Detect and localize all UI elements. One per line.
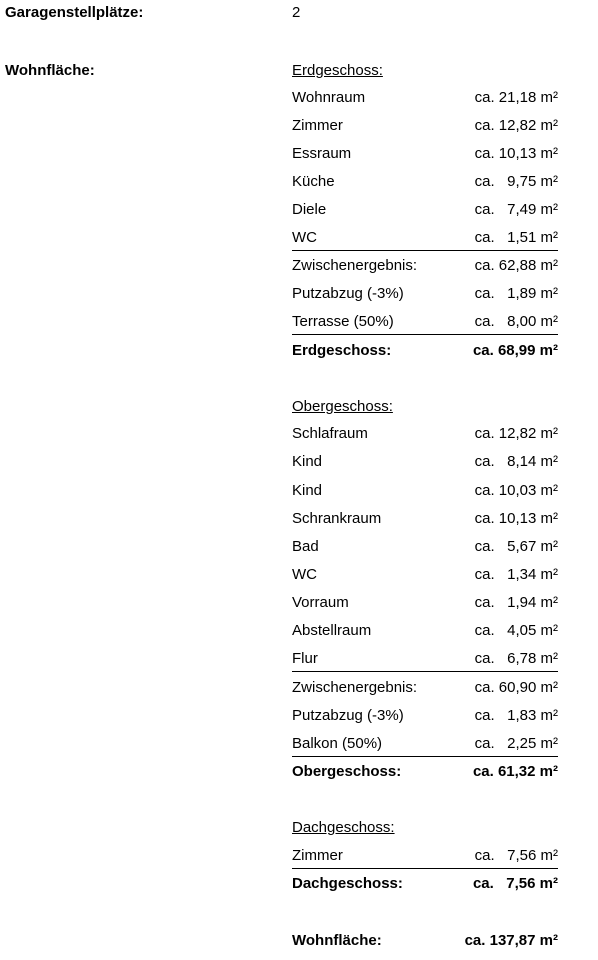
floor-total-row <box>292 763 558 785</box>
obergeschoss-heading: Obergeschoss: <box>292 398 393 415</box>
room-area: ca. 2,25 m² <box>474 735 558 752</box>
dachgeschoss-heading: Dachgeschoss: <box>292 819 395 836</box>
room-area: ca. 12,82 m² <box>474 425 558 442</box>
room-name: Putzabzug (-3%) <box>292 707 404 724</box>
room-area: ca. 8,00 m² <box>474 313 558 330</box>
room-name: Bad <box>292 538 319 555</box>
room-name: WC <box>292 566 317 583</box>
room-area: ca. 6,78 m² <box>474 650 558 667</box>
grand-total-row <box>292 932 558 954</box>
room-name: Dachgeschoss: <box>292 875 403 892</box>
room-name: Schlafraum <box>292 425 368 442</box>
garage-value: 2 <box>292 4 301 21</box>
subtotal-row <box>292 257 558 279</box>
room-name: Kind <box>292 453 323 470</box>
table-row <box>292 173 558 195</box>
room-area: ca. 5,67 m² <box>474 538 558 555</box>
room-area: ca. 7,56 m² <box>472 875 558 892</box>
table-row <box>292 201 558 223</box>
room-name: Küche <box>292 173 335 190</box>
table-row <box>292 482 558 504</box>
room-area: ca. 9,75 m² <box>474 173 558 190</box>
table-row <box>292 538 558 560</box>
room-area: ca. 1,83 m² <box>474 707 558 724</box>
room-name: Terrasse (50%) <box>292 313 394 330</box>
grand-total-value: ca. 137,87 m² <box>464 932 558 949</box>
table-row <box>292 566 558 588</box>
room-name: Erdgeschoss: <box>292 342 392 359</box>
room-name: WC <box>292 229 317 246</box>
erdgeschoss-heading: Erdgeschoss: <box>292 62 383 79</box>
table-row <box>292 145 558 167</box>
room-area: ca. 61,32 m² <box>472 763 558 780</box>
room-name: Kind <box>292 482 323 499</box>
room-name: Schrankraum <box>292 510 382 527</box>
room-name: Zimmer <box>292 117 343 134</box>
room-area: ca. 68,99 m² <box>472 342 558 359</box>
room-area: ca. 1,94 m² <box>474 594 558 611</box>
room-name: Zwischenergebnis: <box>292 257 418 274</box>
table-row <box>292 453 558 475</box>
room-name: Putzabzug (-3%) <box>292 285 404 302</box>
room-area: ca. 10,13 m² <box>474 510 558 527</box>
table-row <box>292 425 558 447</box>
room-area: ca. 62,88 m² <box>474 257 558 274</box>
room-name: Obergeschoss: <box>292 763 402 780</box>
room-name: Flur <box>292 650 318 667</box>
subtotal-row <box>292 679 558 701</box>
garage-label: Garagenstellplätze: <box>5 4 144 21</box>
table-row <box>292 622 558 644</box>
room-name: Essraum <box>292 145 352 162</box>
room-area: ca. 21,18 m² <box>474 89 558 106</box>
table-row <box>292 229 558 251</box>
table-row <box>292 847 558 869</box>
room-area: ca. 7,49 m² <box>474 201 558 218</box>
table-row <box>292 117 558 139</box>
room-area: ca. 8,14 m² <box>474 453 558 470</box>
room-name: Vorraum <box>292 594 349 611</box>
table-row <box>292 285 558 307</box>
table-row <box>292 89 558 111</box>
floor-total-row <box>292 342 558 364</box>
room-area: ca. 60,90 m² <box>474 679 558 696</box>
room-name: Balkon (50%) <box>292 735 383 752</box>
table-row <box>292 735 558 757</box>
room-name: Wohnraum <box>292 89 366 106</box>
room-area: ca. 12,82 m² <box>474 117 558 134</box>
room-area: ca. 4,05 m² <box>474 622 558 639</box>
table-row <box>292 313 558 335</box>
room-area: ca. 1,34 m² <box>474 566 558 583</box>
wohnflaeche-label: Wohnfläche: <box>5 62 95 79</box>
room-name: Diele <box>292 201 327 218</box>
table-row <box>292 707 558 729</box>
room-area: ca. 1,89 m² <box>474 285 558 302</box>
room-area: ca. 7,56 m² <box>474 847 558 864</box>
floor-total-row <box>292 875 558 897</box>
room-name: Abstellraum <box>292 622 372 639</box>
table-row <box>292 510 558 532</box>
room-area: ca. 10,13 m² <box>474 145 558 162</box>
grand-total-label: Wohnfläche: <box>292 932 382 949</box>
room-name: Zimmer <box>292 847 343 864</box>
table-row <box>292 650 558 672</box>
room-area: ca. 1,51 m² <box>474 229 558 246</box>
room-area: ca. 10,03 m² <box>474 482 558 499</box>
room-name: Zwischenergebnis: <box>292 679 418 696</box>
table-row <box>292 594 558 616</box>
